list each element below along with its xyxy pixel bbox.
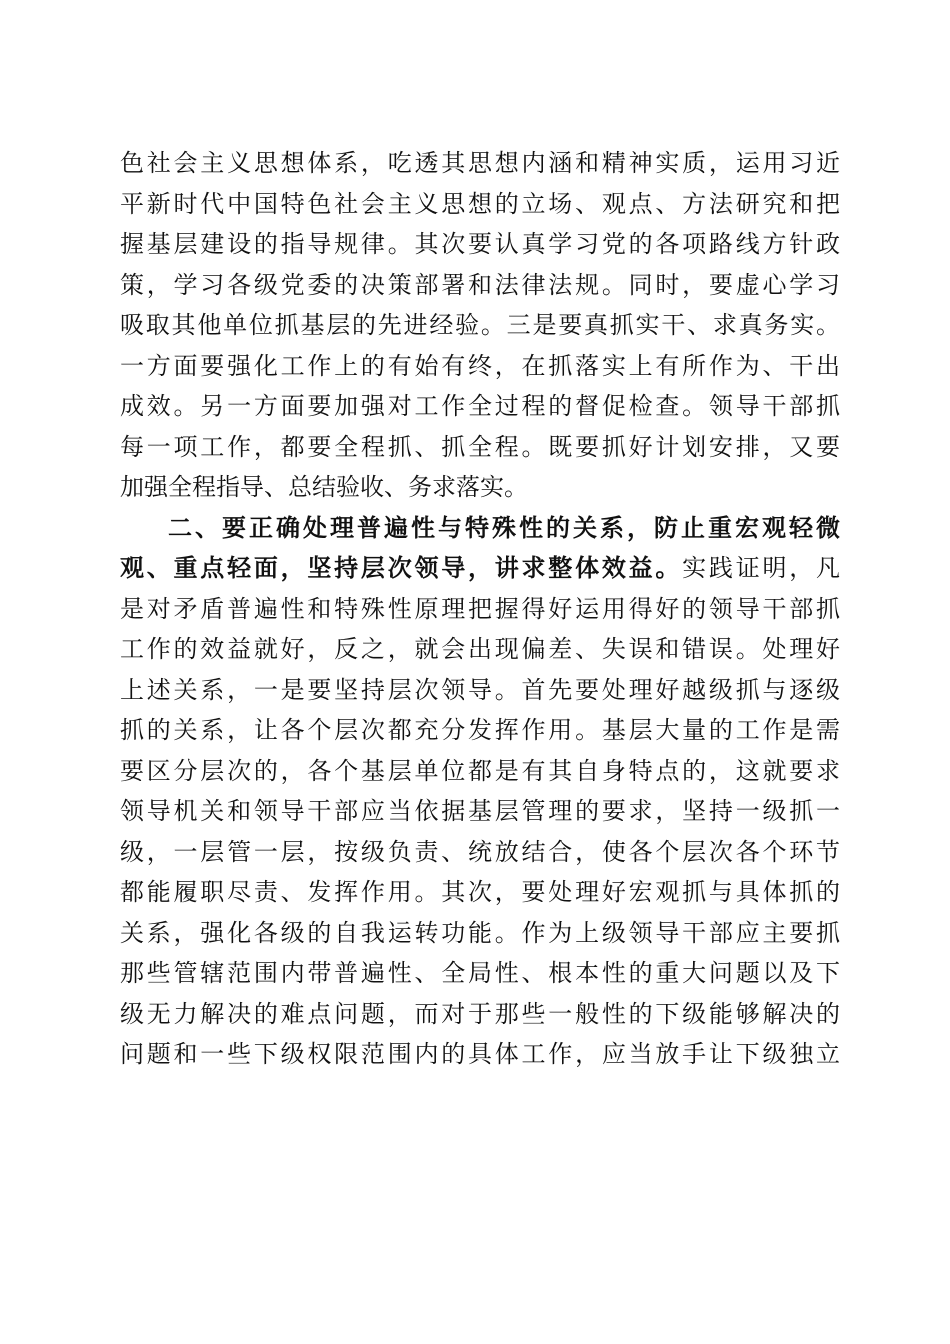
text-line: 要区分层次的，各个基层单位都是有其自身特点的，这就要求 <box>120 756 840 785</box>
text-line: 成效。另一方面要加强对工作全过程的督促检查。领导干部抓 <box>120 392 840 420</box>
text-line: 那些管辖范围内带普遍性、全局性、根本性的重大问题以及下 <box>120 959 840 987</box>
text-line: 级无力解决的难点问题，而对于那些一般性的下级能够解决的 <box>120 999 840 1028</box>
text-line: 工作的效益就好，反之，就会出现偏差、失误和错误。处理好 <box>120 635 840 663</box>
text-line: 领导机关和领导干部应当依据基层管理的要求，坚持一级抓一 <box>120 797 840 825</box>
text-line: 都能履职尽责、发挥作用。其次，要处理好宏观抓与具体抓的 <box>120 878 840 906</box>
text-line: 是对矛盾普遍性和特殊性原理把握得好运用得好的领导干部抓 <box>120 594 840 623</box>
text-line: 上述关系，一是要坚持层次领导。首先要处理好越级抓与逐级 <box>120 675 840 704</box>
paragraph-2 <box>120 508 840 1075</box>
text-line <box>120 548 840 589</box>
text-line: 一方面要强化工作上的有始有终，在抓落实上有所作为、干出 <box>120 351 840 380</box>
section-heading-continuation: 观、重点轻面，坚持层次领导，讲求整体效益。 <box>120 554 683 582</box>
text-line: 握基层建设的指导规律。其次要认真学习党的各项路线方针政 <box>120 230 840 258</box>
text-line: 关系，强化各级的自我运转功能。作为上级领导干部应主要抓 <box>120 918 840 947</box>
text-line: 策，学习各级党委的决策部署和法律法规。同时，要虚心学习 <box>120 270 840 299</box>
text-line: 每一项工作，都要全程抓、抓全程。既要抓好计划安排，又要 <box>120 432 840 461</box>
paragraph-text: 实践证明，凡 <box>682 554 841 582</box>
text-line: 色社会主义思想体系，吃透其思想内涵和精神实质，运用习近 <box>120 149 840 177</box>
text-line: 问题和一些下级权限范围内的具体工作，应当放手让下级独立 <box>120 1040 840 1068</box>
text-line: 吸取其他单位抓基层的先进经验。三是要真抓实干、求真务实。 <box>120 311 840 339</box>
section-heading-line: 二、要正确处理普遍性与特殊性的关系，防止重宏观轻微 <box>168 513 840 542</box>
paragraph-1 <box>120 143 840 508</box>
text-line: 级，一层管一层，按级负责、统放结合，使各个层次各个环节 <box>120 837 840 866</box>
text-line: 抓的关系，让各个层次都充分发挥作用。基层大量的工作是需 <box>120 716 840 744</box>
document-body <box>120 143 840 1075</box>
text-line: 加强全程指导、总结验收、务求落实。 <box>120 473 528 501</box>
text-line: 平新时代中国特色社会主义思想的立场、观点、方法研究和把 <box>120 189 840 218</box>
